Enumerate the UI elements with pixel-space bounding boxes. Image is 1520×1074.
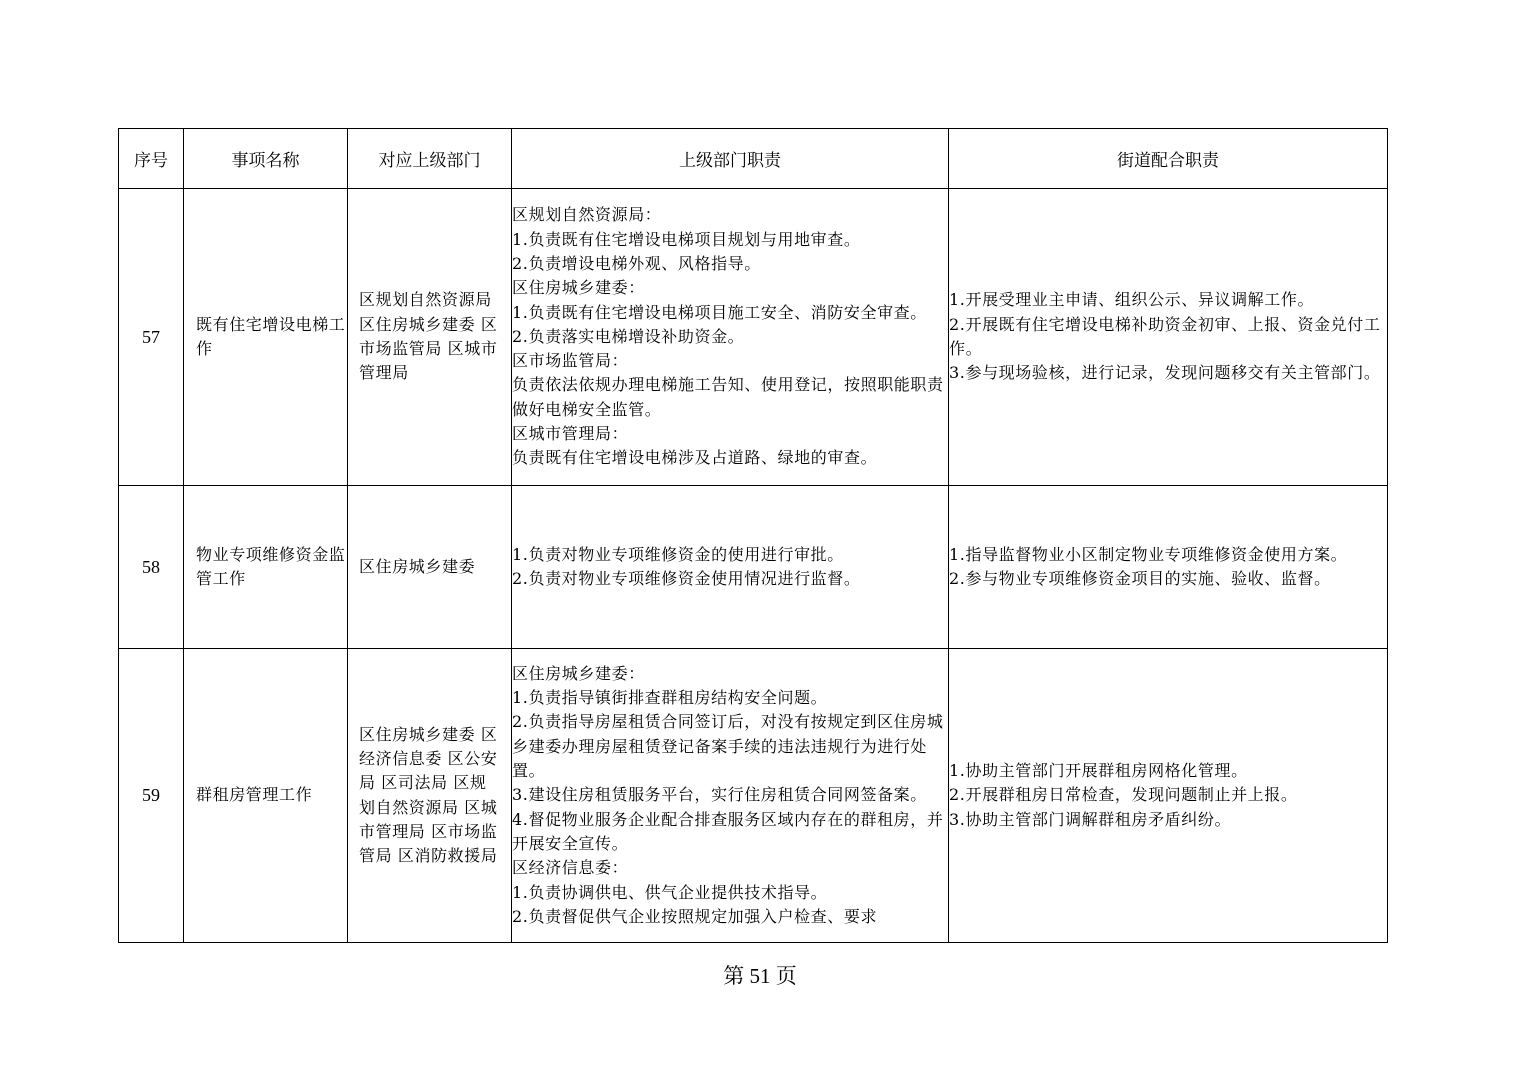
superior-dept: 区规划自然资源局 区住房城乡建委 区市场监管局 区城市管理局 [348,189,512,486]
duty-line: 1.协助主管部门开展群租房网格化管理。 [949,761,1248,781]
header-item-name: 事项名称 [184,129,348,189]
item-name: 群租房管理工作 [184,649,348,943]
duty-table [118,128,1388,943]
duty-line: 2.参与物业专项维修资金项目的实施、验收、监督。 [949,569,1331,588]
duty-line: 负责依法依规办理电梯施工告知、使用登记，按照职能职责做好电梯安全监管。 [512,375,944,419]
duty-line: 1.指导监督物业小区制定物业专项维修资金使用方案。 [949,544,1348,564]
table-row [119,486,1388,649]
header-index: 序号 [119,129,184,189]
duty-line: 2.负责增设电梯外观、风格指导。 [512,253,761,273]
duty-line: 区经济信息委： [512,858,629,878]
duty-line: 1.负责对物业专项维修资金的使用进行审批。 [512,544,844,564]
table-row [119,649,1388,943]
duty-line: 区规划自然资源局： [512,205,662,225]
duty-line: 1.负责既有住宅增设电梯项目规划与用地审查。 [512,229,861,249]
duty-line: 2.开展既有住宅增设电梯补助资金初审、上报、资金兑付工作。 [949,314,1381,358]
duty-line: 2.负责落实电梯增设补助资金。 [512,326,745,346]
street-duties [949,486,1388,649]
duty-line: 1.负责协调供电、供气企业提供技术指导。 [512,882,828,902]
duty-line: 区城市管理局： [512,424,629,444]
duty-line: 2.负责对物业专项维修资金使用情况进行监督。 [512,569,861,588]
duty-line: 3.协助主管部门调解群租房矛盾纠纷。 [949,809,1232,829]
page-number: 第 51 页 [723,964,797,988]
duty-line: 1.开展受理业主申请、组织公示、异议调解工作。 [949,290,1315,310]
superior-dept: 区住房城乡建委 [348,486,512,649]
duty-line: 1.负责既有住宅增设电梯项目施工安全、消防安全审查。 [512,302,927,322]
table-row [119,189,1388,486]
superior-duties [512,189,949,486]
duty-line: 区市场监管局： [512,351,629,371]
duty-line: 区住房城乡建委： [512,278,645,298]
street-duties [949,649,1388,943]
item-name: 物业专项维修资金监管工作 [184,486,348,649]
duty-line: 2.开展群租房日常检查，发现问题制止并上报。 [949,785,1298,805]
duty-line: 2.负责指导房屋租赁合同签订后，对没有按规定到区住房城乡建委办理房屋租赁登记备案手续的违法违规行为进行处置。 [512,712,944,781]
duty-line: 4.督促物业服务企业配合排查服务区域内存在的群租房，并开展安全宣传。 [512,809,944,853]
duty-line: 3.建设住房租赁服务平台，实行住房租赁合同网签备案。 [512,785,927,805]
row-number: 59 [119,649,184,943]
duty-line: 2.负责督促供气企业按照规定加强入户检查、要求 [512,906,878,926]
street-duties [949,189,1388,486]
row-number: 58 [119,486,184,649]
duty-line: 1.负责指导镇街排查群租房结构安全问题。 [512,688,828,708]
row-number: 57 [119,189,184,486]
duty-line: 负责既有住宅增设电梯涉及占道路、绿地的审查。 [512,448,878,468]
header-street-duties: 街道配合职责 [949,129,1388,189]
duty-line: 区住房城乡建委： [512,663,645,683]
item-name: 既有住宅增设电梯工作 [184,189,348,486]
header-row [119,129,1388,189]
header-superior-dept: 对应上级部门 [348,129,512,189]
superior-duties [512,486,949,649]
duty-line: 3.参与现场验核，进行记录，发现问题移交有关主管部门。 [949,363,1381,383]
superior-dept: 区住房城乡建委 区经济信息委 区公安局 区司法局 区规划自然资源局 区城市管理局 区市场监管局 区消防救援局 [348,649,512,943]
superior-duties [512,649,949,943]
header-superior-duties: 上级部门职责 [512,129,949,189]
